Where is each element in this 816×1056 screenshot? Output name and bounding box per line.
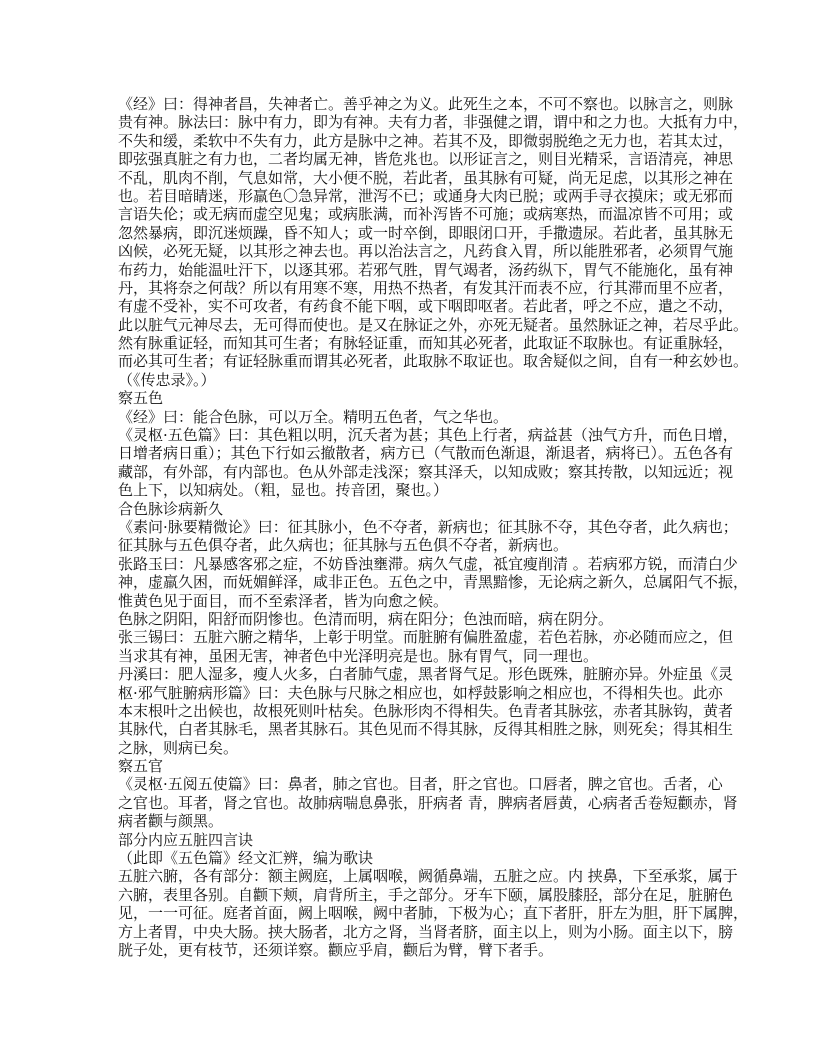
text-line: 然有脉重证轻，而知其可生者；有脉轻证重，而知其必死者，此取证不取脉也。有证重脉轻，: [118, 334, 734, 353]
text-line: 《经》曰：得神者昌，失神者亡。善乎神之为义。此死生之本，不可不察也。以脉言之，则脉: [118, 95, 734, 113]
text-line: 色上下，以知病处。（粗，显也。抟音团，聚也。）: [118, 481, 449, 500]
text-line: 《素问·脉要精微论》曰：征其脉小，色不夺者，新病也；征其脉不夺，其色夺者，此久病也；: [118, 517, 738, 536]
paragraph: [118, 610, 701, 628]
paragraph: [118, 408, 701, 426]
text-line: 本末根叶之出候也，故根死则叶枯矣。色脉形肉不得相失。色青者其脉弦，赤者其脉钩，黄者: [118, 701, 734, 720]
text-line: 张三锡曰：五脏六腑之精华，上彰于明堂。而脏腑有偏胜盈虚，若色若脉，亦必随而应之，但: [118, 628, 734, 647]
text-line: 征其脉与五色俱夺者，此久病也；征其脉与五色俱不夺者，新病也。: [118, 536, 569, 555]
text-line: 五脏六腑，各有部分：额主阙庭，上属咽喉，阙循鼻端，五脏之应。内 挟鼻，下至承浆，属于: [118, 867, 738, 886]
text-line: 当求其有神，虽困无害，神者色中光泽明亮是也。脉有胃气，同一理也。: [118, 646, 599, 665]
text-line: 而必其可生者；有证轻脉重而谓其必死者，此取脉不取证也。取舍疑似之间，自有一种玄妙也。: [118, 352, 749, 371]
text-line: 日增者病日重）；其色下行如云撤散者，病方已（气散而色渐退，渐退者，病将已）。五色各有: [118, 444, 734, 463]
text-line: 惟黄色见于面目，而不至索泽者，皆为向愈之候。: [118, 591, 449, 610]
text-line: 部分内应五脏四言诀: [118, 830, 254, 849]
text-line: 病者颧与颜黑。: [118, 812, 224, 831]
text-line: 即弦强真脏之有力也，二者均属无神，皆危兆也。以形证言之，则目光精采，言语清亮，神思: [118, 150, 734, 169]
text-line: 察五官: [118, 757, 164, 776]
section-heading: [118, 757, 701, 775]
text-line: 此以脏气元神尽去，无可得而使也。是又在脉证之外，亦死无疑者。虽然脉证之神，若尽乎此。: [118, 315, 749, 334]
text-line: 《灵枢·五阅五使篇》曰：鼻者，肺之官也。目者，肝之官也。口唇者，脾之官也。舌者，心: [118, 775, 723, 794]
paragraph: [118, 867, 749, 959]
text-line: 《经》曰：能合色脉，可以万全。精明五色者，气之华也。: [118, 407, 509, 426]
text-line: 布药力，始能温吐汗下，以逐其邪。若邪气胜，胃气竭者，汤药纵下，胃气不能施化，虽有神: [118, 260, 734, 279]
paragraph: [118, 554, 749, 610]
text-line: 枢·邪气脏腑病形篇》曰：夫色脉与尺脉之相应也，如桴鼓影响之相应也，不得相失也。此亦: [118, 683, 723, 702]
text-line: 之脉，则病已矣。: [118, 738, 239, 757]
text-line: 胱子处，更有枝节，还须详察。颧应乎肩，颧后为臂，臂下者手。: [118, 940, 554, 959]
paragraph: [118, 849, 701, 867]
text-line: 藏部，有外部，有内部也。色从外部走浅深；察其泽夭，以知成败；察其抟散，以知远近；视: [118, 462, 734, 481]
text-line: 色脉之阴阳，阳舒而阴惨也。色清而明，病在阳分；色浊而暗，病在阴分。: [118, 609, 614, 628]
text-line: 丹溪曰：肥人湿多，瘦人火多，白者肺气虚，黑者肾气足。形色既殊，脏腑亦异。外症虽《灵: [118, 665, 734, 684]
paragraph: [118, 95, 749, 389]
text-line: 忽然暴病，即沉迷烦躁，昏不知人；或一时卒倒，即眼闭口开，手撒遗尿。若此者，虽其脉无: [118, 223, 734, 242]
section-heading: [118, 500, 701, 518]
text-line: 不乱，肌肉不削，气息如常，大小便不脱，若此者，虽其脉有可疑，尚无足虑，以其形之神在: [118, 168, 734, 187]
paragraph: [118, 426, 738, 500]
text-line: 张路玉曰：凡暴感客邪之症，不妨昏浊壅滞。病久气虚，祗宜瘦削清 。若病邪方锐，而清白少: [118, 554, 738, 573]
text-line: 察五色: [118, 389, 164, 408]
section-heading: [118, 831, 701, 849]
text-line: 丹，其将奈之何哉？所以有用寒不寒，用热不热者，有发其汗而表不应，行其滞而里不应者，: [118, 278, 734, 297]
text-line: 凶候，必死无疑，以其形之神去也。再以治法言之，凡药食入胃，所以能胜邪者，必须胃气施: [118, 242, 734, 261]
paragraph: [118, 665, 734, 757]
text-line: 《灵枢·五色篇》曰：其色粗以明，沉夭者为甚；其色上行者，病益甚（浊气方升，而色日增，: [118, 426, 738, 445]
document-page: [118, 95, 749, 959]
paragraph: [118, 628, 734, 665]
text-line: 贵有神。脉法曰：脉中有力，即为有神。夫有力者，非强健之谓，谓中和之力也。大抵有力中，: [118, 113, 749, 132]
text-line: 六腑，表里各别。自颧下颊，肩背所主，手之部分。牙车下颐，属股膝胫，部分在足，脏腑色: [118, 885, 734, 904]
text-line: 之官也。耳者，肾之官也。故肺病喘息鼻张，肝病者 青，脾病者唇黄，心病者舌卷短颧赤，肾: [118, 793, 738, 812]
text-line: 合色脉诊病新久: [118, 499, 224, 518]
section-heading: [118, 389, 701, 407]
text-line: 方上者胃，中央大肠。挟大肠者，北方之肾，当肾者脐，面主以上，则为小肠。面主以下，膀: [118, 922, 734, 941]
text-line: 其脉代，白者其脉毛，黑者其脉石。其色见而不得其脉，反得其相胜之脉，则死矣；得其相生: [118, 720, 734, 739]
text-line: 见，一一可征。庭者首面，阙上咽喉，阙中者肺，下极为心；直下者肝，肝左为胆，肝下属脾，: [118, 904, 749, 923]
text-line: 有虚不受补，实不可攻者，有药食不能下咽，或下咽即呕者。若此者，呼之不应，遣之不动，: [118, 297, 734, 316]
text-line: 言语失伦；或无病而虚空见鬼；或病胀满，而补泻皆不可施；或病寒热，而温凉皆不可用；或: [118, 205, 734, 224]
text-line: 不失和缓，柔软中不失有力，此方是脉中之神。若其不及，即微弱脱绝之无力也，若其太过，: [118, 131, 734, 150]
text-line: 也。若目暗睛迷，形羸色〇急异常，泄泻不已；或通身大肉已脱；或两手寻衣摸床；或无邪而: [118, 186, 734, 205]
paragraph: [118, 775, 738, 831]
text-line: 神，虚羸久困，而妩媚鲜泽，咸非正色。五色之中，青黑黯惨，无论病之新久，总属阳气不振，: [118, 573, 749, 592]
text-line: （此即《五色篇》经文汇辨，编为歌诀: [118, 849, 374, 868]
text-line: （《传忠录》。）: [118, 370, 216, 389]
paragraph: [118, 517, 738, 555]
